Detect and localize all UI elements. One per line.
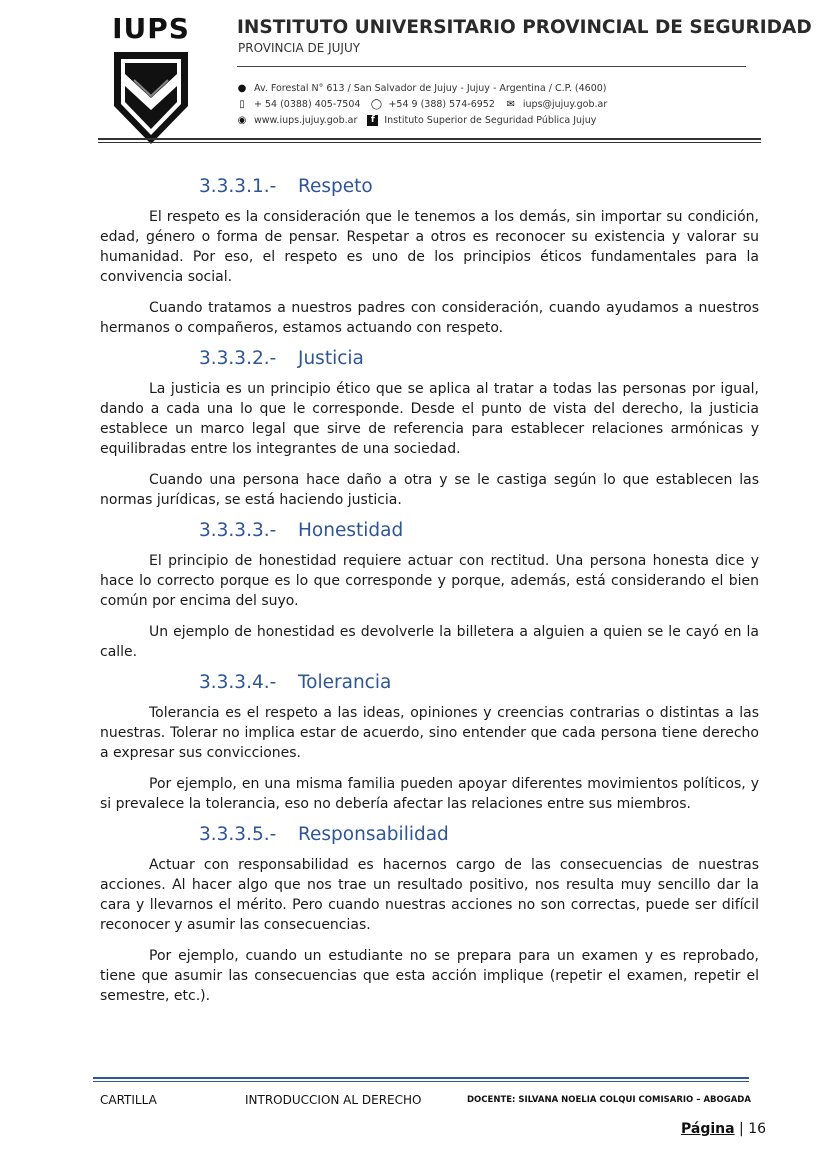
facebook-text[interactable]: Instituto Superior de Seguridad Pública Jujuy	[384, 115, 597, 126]
section-number: 3.3.3.3.-	[199, 520, 277, 541]
section-heading	[100, 348, 759, 369]
section-number: 3.3.3.5.-	[199, 824, 277, 845]
web-line	[236, 115, 596, 126]
page-number	[681, 1121, 766, 1137]
paragraph: Por ejemplo, cuando un estudiante no se prepara para un examen y es reprobado, tiene que asumir las consecuencias que esta acción implique (repetir el examen, repetir el semestre, etc.).	[100, 948, 759, 1004]
section-heading	[100, 520, 759, 541]
email-text[interactable]: iups@jujuy.gob.ar	[522, 99, 608, 110]
header-divider-thin	[98, 142, 761, 143]
paragraph: Actuar con responsabilidad es hacernos cargo de las consecuencias de nuestras acciones. Al hacer algo que nos trae un resultado positivo, nos resulta muy sencillo dar la cara y llevarnos el mérito. Pero cuando nuestras acciones no son correctas, puede ser difícil reconocer y asumir las consecuencias.	[100, 857, 759, 933]
footer-left: CARTILLA	[100, 1093, 157, 1107]
shield-logo-icon	[112, 50, 190, 146]
section-number: 3.3.3.4.-	[199, 672, 277, 693]
paragraph: El respeto es la consideración que le tenemos a los demás, sin importar su condición, edad, género o forma de pensar. Respetar a otros es reconocer su existencia y valorar su humanidad. Por eso, el respeto es uno de los principios éticos fundamentales para la convivencia social.	[100, 209, 759, 285]
website-text[interactable]: www.iups.jujuy.gob.ar	[254, 115, 358, 126]
footer-center: INTRODUCCION AL DERECHO	[245, 1093, 422, 1107]
page-header	[0, 0, 828, 150]
address-line	[236, 83, 607, 94]
phone-text: + 54 (0388) 405-7504	[254, 99, 361, 110]
page-label: Página	[681, 1121, 735, 1137]
header-divider	[98, 138, 761, 140]
section-title: Respeto	[298, 176, 373, 197]
section-title: Honestidad	[298, 520, 404, 541]
location-pin-icon: ●	[237, 83, 247, 94]
globe-icon: ◉	[237, 115, 247, 126]
whatsapp-icon: ◯	[370, 99, 383, 110]
section-heading	[100, 824, 759, 845]
paragraph: Un ejemplo de honestidad es devolverle la billetera a alguien a quien se le cayó en la calle.	[100, 624, 759, 660]
footer-right: DOCENTE: SILVANA NOELIA COLQUI COMISARIO – ABOGADA	[467, 1095, 751, 1105]
phone-icon: ▯	[239, 99, 245, 110]
page-number-value: 16	[748, 1121, 767, 1137]
section-number: 3.3.3.1.-	[199, 176, 277, 197]
section-title: Tolerancia	[298, 672, 392, 693]
section-heading	[100, 672, 759, 693]
section-number: 3.3.3.2.-	[199, 348, 277, 369]
footer-divider	[93, 1077, 749, 1079]
paragraph: Por ejemplo, en una misma familia pueden apoyar diferentes movimientos políticos, y si prevalece la tolerancia, eso no debería afectar las relaciones entre sus miembros.	[100, 776, 759, 812]
address-text: Av. Forestal N° 613 / San Salvador de Jujuy - Jujuy - Argentina / C.P. (4600)	[254, 83, 607, 94]
paragraph: El principio de honestidad requiere actuar con rectitud. Una persona honesta dice y hace lo correcto porque es lo que corresponde y porque, además, está considerando el bien común por encima del suyo.	[100, 553, 759, 609]
logo-text: IUPS	[112, 12, 190, 45]
province-name: PROVINCIA DE JUJUY	[238, 41, 361, 55]
paragraph: Cuando una persona hace daño a otra y se le castiga según lo que establecen las normas jurídicas, se está haciendo justicia.	[100, 472, 759, 508]
section-title: Responsabilidad	[298, 824, 449, 845]
paragraph: La justicia es un principio ético que se aplica al tratar a todas las personas por igual, dando a cada una lo que le corresponde. Desde el punto de vista del derecho, la justicia establece un marco legal que sirve de referencia para establecer relaciones armónicas y equilibradas entre los integrantes de una sociedad.	[100, 381, 759, 457]
section-title: Justicia	[298, 348, 364, 369]
paragraph: Tolerancia es el respeto a las ideas, opiniones y creencias contrarias o distintas a las nuestras. Tolerar no implica estar de acuerdo, sino entender que cada persona tiene derecho a expresar sus convicciones.	[100, 705, 759, 761]
envelope-icon: ✉	[506, 99, 516, 110]
section-heading	[100, 176, 759, 197]
institute-name: INSTITUTO UNIVERSITARIO PROVINCIAL DE SEGURIDAD	[237, 17, 812, 38]
header-title-divider	[237, 66, 746, 67]
phone-line	[236, 99, 607, 110]
whatsapp-text: +54 9 (388) 574-6952	[388, 99, 495, 110]
footer-divider-thin	[93, 1081, 749, 1082]
paragraph: Cuando tratamos a nuestros padres con consideración, cuando ayudamos a nuestros hermanos o compañeros, estamos actuando con respeto.	[100, 300, 759, 336]
page-separator: |	[739, 1121, 744, 1137]
document-body	[100, 176, 759, 1006]
facebook-icon: f	[367, 115, 378, 126]
